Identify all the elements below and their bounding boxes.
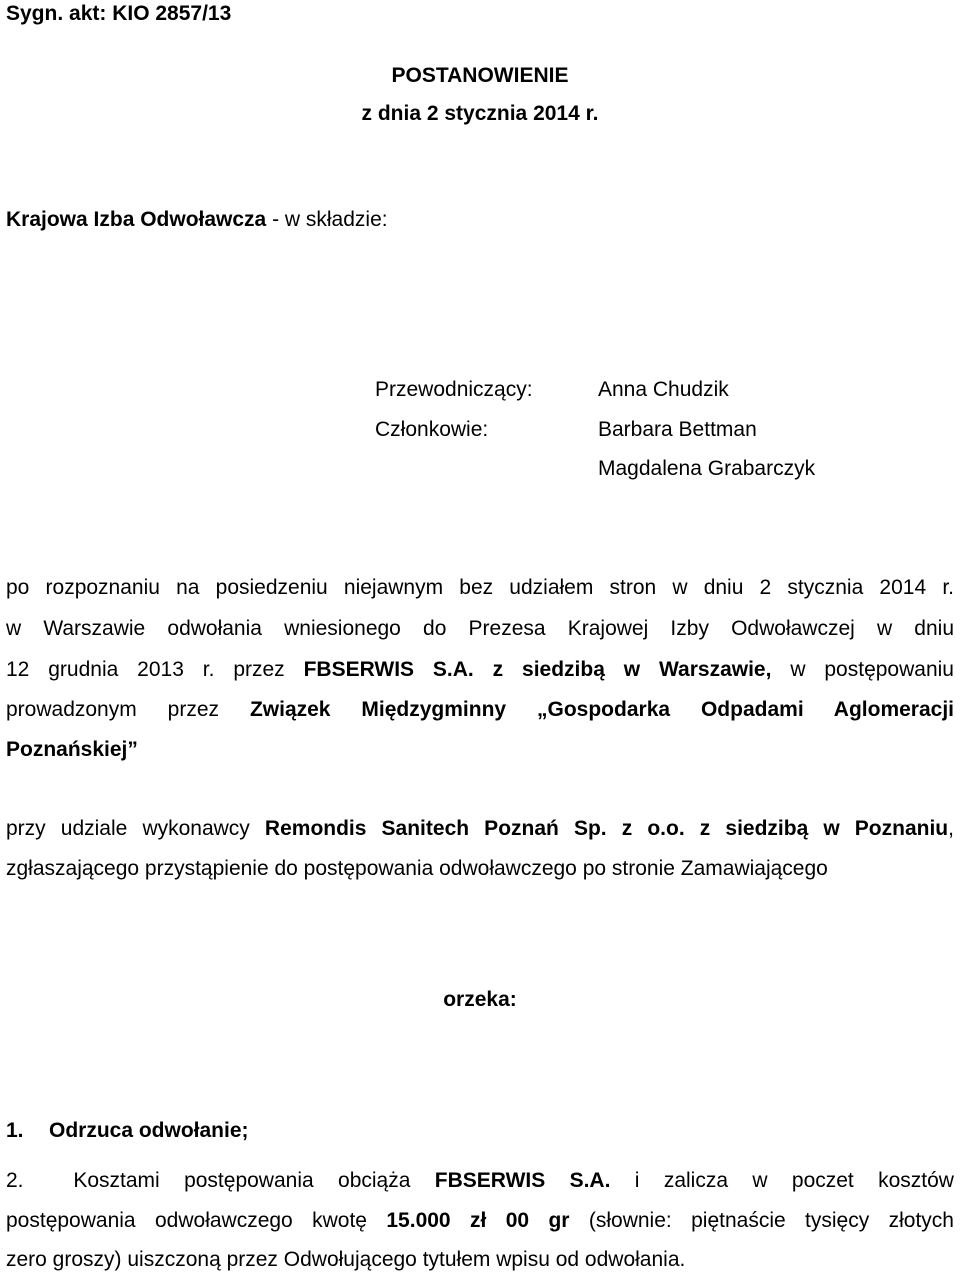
item-2-appellant: FBSERWIS S.A. — [434, 1169, 611, 1192]
ruling-heading: orzeka: — [443, 988, 517, 1011]
member-name: Magdalena Grabarczyk — [598, 457, 816, 480]
chair-name: Anna Chudzik — [598, 378, 729, 401]
body-line-3-c: w postępowaniu — [790, 658, 954, 681]
item-number: 2. — [6, 1169, 24, 1192]
ruling-item-2-line-3: zero groszy) uiszczoną przez Odwołującego tytułem wpisu od odwołania. — [6, 1248, 686, 1271]
members-label: Członkowie: — [375, 418, 489, 441]
item-2-text-c: i zalicza w poczet kosztów — [634, 1169, 954, 1192]
body-line-7: zgłaszającego przystąpienie do postępowania odwoławczego po stronie Zamawiającego — [6, 857, 828, 880]
contracting-authority: Związek Międzygminny „Gospodarka Odpadami Aglomeracji — [249, 698, 955, 721]
body-line-2: w Warszawie odwołania wniesionego do Prezesa Krajowej Izby Odwoławczej w dniu — [6, 617, 954, 640]
item-number: 1. — [6, 1119, 24, 1142]
participant-name: Remondis Sanitech Poznań Sp. z o.o. z siedzibą w Poznaniu — [264, 817, 949, 840]
member-name: Barbara Bettman — [598, 418, 757, 441]
body-line-4 — [6, 697, 954, 723]
ruling-item-2-line-2 — [6, 1208, 954, 1234]
fee-amount: 15.000 zł 00 gr — [386, 1209, 570, 1232]
body-line-3-a: 12 grudnia 2013 r. przez — [6, 658, 285, 681]
body-line-4-a: prowadzonym przez — [6, 698, 220, 721]
item-text: Odrzuca odwołanie; — [49, 1119, 249, 1142]
document-title: POSTANOWIENIE — [391, 64, 569, 87]
body-line-3 — [6, 657, 954, 683]
body-line-5: Poznańskiej” — [6, 738, 138, 761]
appellant-name: FBSERWIS S.A. z siedzibą w Warszawie, — [303, 658, 772, 681]
chair-label: Przewodniczący: — [375, 378, 533, 401]
composition-intro-rest: - w składzie: — [266, 208, 388, 231]
item-2-text-a: Kosztami postępowania obciąża — [73, 1169, 411, 1192]
document-date: z dnia 2 stycznia 2014 r. — [361, 102, 599, 125]
body-line-6-a: przy udziale wykonawcy — [6, 817, 250, 840]
body-line-1: po rozpoznaniu na posiedzeniu niejawnym bez udziałem stron w dniu 2 stycznia 2014 r. — [6, 576, 954, 599]
ruling-item-1 — [6, 1118, 249, 1144]
item-2-line-2-a: postępowania odwoławczego kwotę — [6, 1209, 367, 1232]
body-line-6 — [6, 816, 954, 842]
chamber-name: Krajowa Izba Odwoławcza — [6, 208, 267, 231]
item-2-line-2-c: (słownie: piętnaście tysięcy złotych — [588, 1209, 954, 1232]
case-signature: Sygn. akt: KIO 2857/13 — [6, 2, 232, 25]
body-line-6-c: , — [948, 817, 954, 840]
ruling-item-2-line-1 — [6, 1168, 954, 1194]
composition-intro — [6, 207, 388, 233]
